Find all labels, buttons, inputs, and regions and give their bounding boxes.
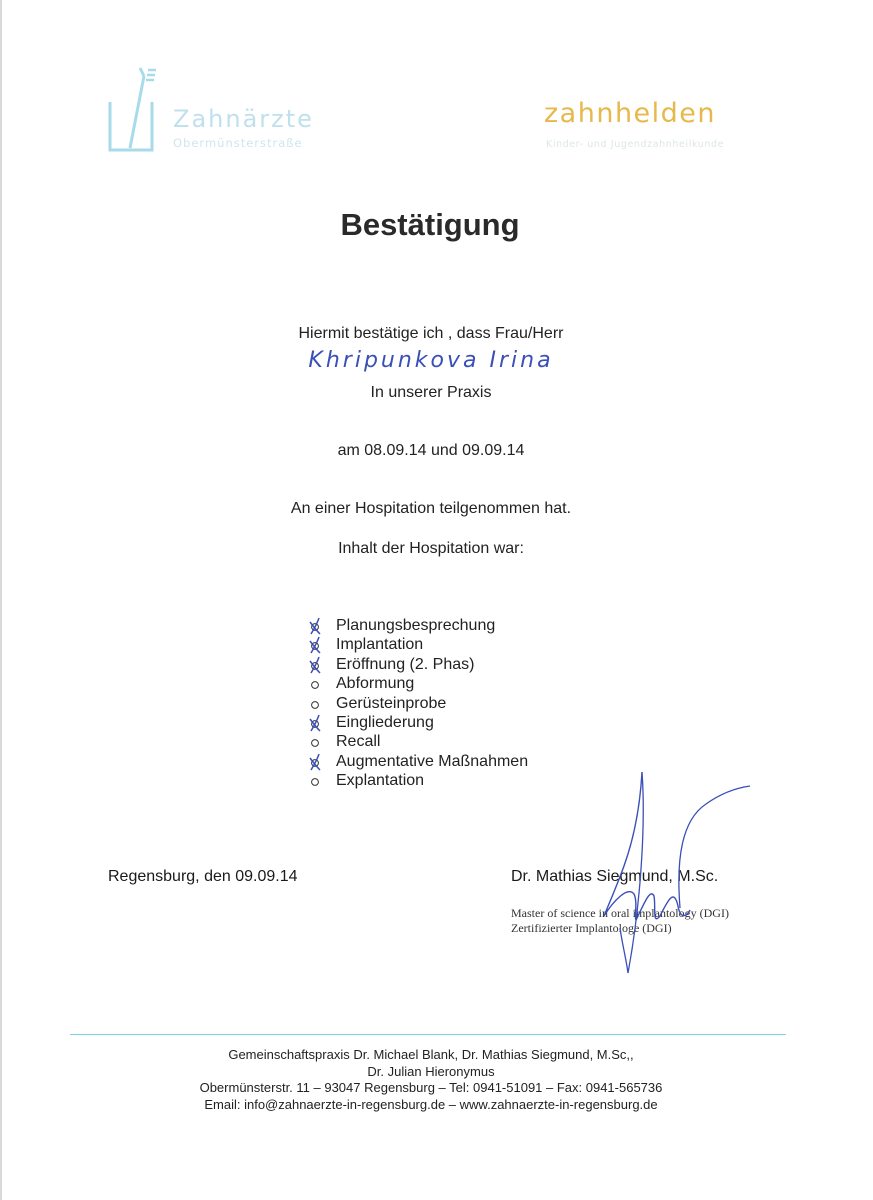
participation-text: An einer Hospitation teilgenommen hat. [290, 500, 572, 517]
logo-right-name: zahnhelden [544, 98, 717, 129]
checklist-item [308, 674, 528, 693]
checkmark-icon [308, 655, 322, 674]
checklist-item-label: Implantation [336, 636, 424, 654]
footer-address: Obermünsterstr. 11 – 93047 Regensburg – Tel: 0941-51091 – Fax: 0941-565736 [199, 1080, 663, 1095]
logo-left-name: Zahnärzte [173, 105, 314, 133]
dates-text: am 08.09.14 und 09.09.14 [337, 442, 525, 459]
checklist-item-label: Gerüsteinprobe [336, 694, 447, 712]
checklist-item [308, 771, 528, 790]
footer-doctor: Dr. Julian Hieronymus [367, 1064, 495, 1079]
logo-left-subtitle: Obermünsterstraße [173, 136, 303, 150]
checkmark-icon [308, 713, 322, 732]
checklist-item [308, 694, 528, 713]
signatory-qualification-1: Master of science in oral implantology (DGI) [511, 906, 729, 920]
signatory-qualification-2: Zertifizierter Implantologe (DGI) [511, 921, 672, 935]
toothbrush-cup-icon [104, 64, 166, 156]
intro-text: Hiermit bestätige ich , dass Frau/Herr [298, 325, 564, 342]
checklist-item-label: Augmentative Maßnahmen [336, 752, 529, 770]
checklist-item-label: Explantation [336, 772, 425, 790]
content-heading: Inhalt der Hospitation war: [338, 540, 524, 557]
signatory-name: Dr. Mathias Siegmund, M.Sc. [511, 868, 719, 885]
handwritten-person-name: Khripunkova Irina [308, 348, 554, 373]
checklist-item [308, 732, 528, 751]
checkmark-icon [308, 752, 322, 771]
hospitation-checklist [308, 616, 528, 791]
checklist-item-label: Eröffnung (2. Phas) [336, 655, 475, 673]
checklist-item [308, 616, 528, 635]
footer-practice: Gemeinschaftspraxis Dr. Michael Blank, Dr. Mathias Siegmund, M.Sc,, [228, 1047, 634, 1062]
checklist-item-label: Planungsbesprechung [336, 617, 496, 634]
checklist-item-label: Eingliederung [336, 713, 434, 731]
document-title: Bestätigung [340, 207, 520, 242]
checklist-item-label: Abformung [336, 675, 415, 693]
bullet-circle-icon [308, 771, 322, 790]
bullet-circle-icon [308, 694, 322, 713]
checkmark-icon [308, 616, 322, 635]
handwritten-signature [590, 768, 760, 983]
checklist-item [308, 655, 528, 674]
checklist-item [308, 635, 528, 654]
checklist-item [308, 713, 528, 732]
checkmark-icon [308, 635, 322, 654]
scan-edge [0, 0, 2, 1200]
footer-contact: Email: info@zahnaerzte-in-regensburg.de – www.zahnaerzte-in-regensburg.de [204, 1097, 658, 1112]
bullet-circle-icon [308, 732, 322, 751]
checklist-item [308, 752, 528, 771]
logo-zahnaerzte [104, 64, 344, 160]
logo-right-subtitle: Kinder- und Jugendzahnheilkunde [546, 139, 725, 150]
place-date: Regensburg, den 09.09.14 [108, 868, 298, 885]
checklist-item-label: Recall [336, 733, 381, 751]
logo-zahnhelden [540, 92, 770, 162]
bullet-circle-icon [308, 674, 322, 693]
in-practice-text: In unserer Praxis [370, 384, 492, 401]
footer-divider [70, 1034, 786, 1035]
